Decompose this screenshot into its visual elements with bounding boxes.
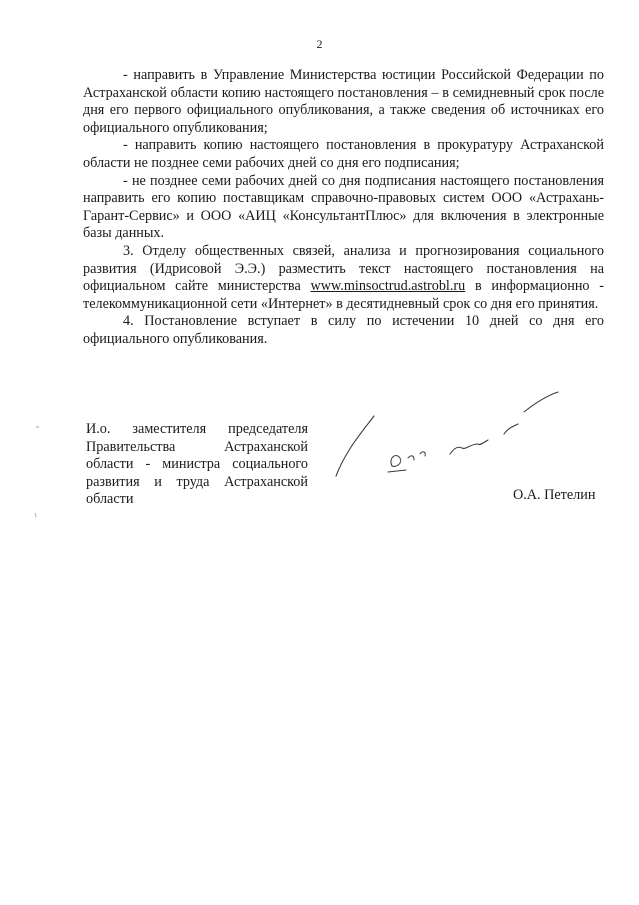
handwritten-signature	[328, 388, 568, 488]
paragraph-prosecutor	[83, 137, 604, 172]
paragraph-text: - не позднее семи рабочих дней со дня подписания настоящего постановления направить его копию поставщикам справочно-правовых систем ООО «Астрахань-Гарант-Сервис» и ООО «АИЦ «КонсультантПлюс» для включения в электронные базы данных.	[83, 172, 604, 242]
paragraph-text: - направить копию настоящего постановления в прокуратуру Астраханской области не позднее семи рабочих дней со дня его подписания;	[83, 137, 604, 171]
paragraph-text-continued: в информационно - телекоммуникационной сети «Интернет» в десятидневный срок со дня его принятия.	[83, 278, 604, 312]
paragraph-ministry-of-justice	[83, 67, 604, 137]
paragraph-text: - направить в Управление Министерства юстиции Российской Федерации по Астраханской области копию настоящего постановления – в семидневный срок после дня его первого официального опубликования, а также сведения об источниках его официального опубликования;	[83, 67, 604, 136]
paragraph-text: 3. Отделу общественных связей, анализа и прогнозирования социального развития (Идрисовой Э.Э.) разместить текст настоящего постановления на официальном сайте министерства	[83, 242, 604, 295]
paragraph-text: 4. Постановление вступает в силу по истечении 10 дней со дня его официального опубликования.	[83, 313, 604, 347]
paragraph-publication-on-site	[83, 243, 604, 313]
ministry-website-link[interactable]: www.minsoctrud.astrobl.ru	[310, 278, 466, 295]
signatory-position: И.о. заместителя председателя Правительства Астраханской области - министра социального развития и труда Астраханской области	[86, 421, 308, 508]
paragraph-entry-into-force	[83, 313, 604, 348]
scan-margin-marks	[30, 415, 42, 525]
paragraph-legal-systems	[83, 173, 604, 243]
document-body	[83, 67, 604, 349]
page-number: 2	[316, 37, 323, 51]
signatory-name: О.А. Петелин	[513, 487, 596, 503]
